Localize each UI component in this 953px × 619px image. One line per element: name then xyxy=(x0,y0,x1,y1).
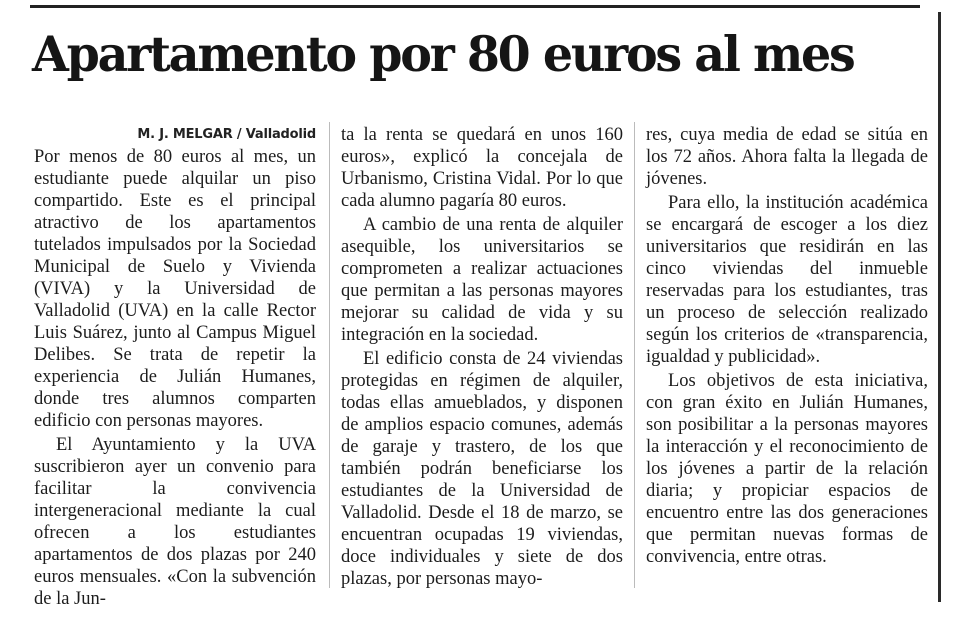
article-paragraph: res, cuya media de edad se sitúa en los 72 años. Ahora falta la llegada de jóvenes. xyxy=(646,125,928,189)
article-byline: M. J. MELGAR / Valladolid xyxy=(137,127,316,142)
article-paragraph: Para ello, la institución académica se encargará de escoger a los diez universitarios que residirán en las cinco viviendas del inmueble reservadas para los estudiantes, tras un proceso de selección realizado según los criterios de «transparencia, igualdad y publicidad». xyxy=(646,193,928,367)
article-paragraph: ta la renta se quedará en unos 160 euros», explicó la concejala de Urbanismo, Cristina Vidal. Por lo que cada alumno pagaría 80 euros. xyxy=(341,125,623,211)
article-column-2 xyxy=(341,124,623,590)
column-divider xyxy=(329,122,330,588)
article-headline: Apartamento por 80 euros al mes xyxy=(32,25,854,83)
article-paragraph: El Ayuntamiento y la UVA suscribieron ayer un convenio para facilitar la convivencia intergeneracional mediante la cual ofrecen a los estudiantes apartamentos de dos plazas por 240 euros mensuales. «Con la subvención de la Jun- xyxy=(34,435,316,609)
article-paragraph: Por menos de 80 euros al mes, un estudiante puede alquilar un piso compartido. Este es el principal atractivo de los apartamentos tutelados impulsados por la Sociedad Municipal de Suelo y Vivienda (VIVA) y la Universidad de Valladolid (UVA) en la calle Rector Luis Suárez, junto al Campus Miguel Delibes. Se trata de repetir la experiencia de Julián Humanes, donde tres alumnos comparten edificio con personas mayores. xyxy=(34,147,316,431)
article-paragraph: Los objetivos de esta iniciativa, con gran éxito en Julián Humanes, son posibilitar a la personas mayores la interacción y el reconocimiento de los jóvenes a partir de la relación diaria; y propiciar espacios de encuentro entre las dos generaciones que permitan nuevas formas de convivencia, entre otras. xyxy=(646,371,928,567)
article-paragraph: A cambio de una renta de alquiler asequible, los universitarios se comprometen a realizar actuaciones que permitan a las personas mayores mejorar su calidad de vida y su integración en la sociedad. xyxy=(341,215,623,345)
article-column-3 xyxy=(646,124,928,568)
article-paragraph: El edificio consta de 24 viviendas protegidas en régimen de alquiler, todas ellas amueblados, y disponen de amplios espacio comunes, además de garaje y trastero, de los que también podrán beneficiarse los estudiantes de la Universidad de Valladolid. Desde el 18 de marzo, se encuentran ocupadas 19 viviendas, doce individuales y siete de dos plazas, por personas mayo- xyxy=(341,349,623,589)
article-column-1 xyxy=(34,124,316,610)
column-divider xyxy=(634,122,635,588)
page-edge-rule xyxy=(938,12,941,602)
top-rule xyxy=(30,5,920,8)
